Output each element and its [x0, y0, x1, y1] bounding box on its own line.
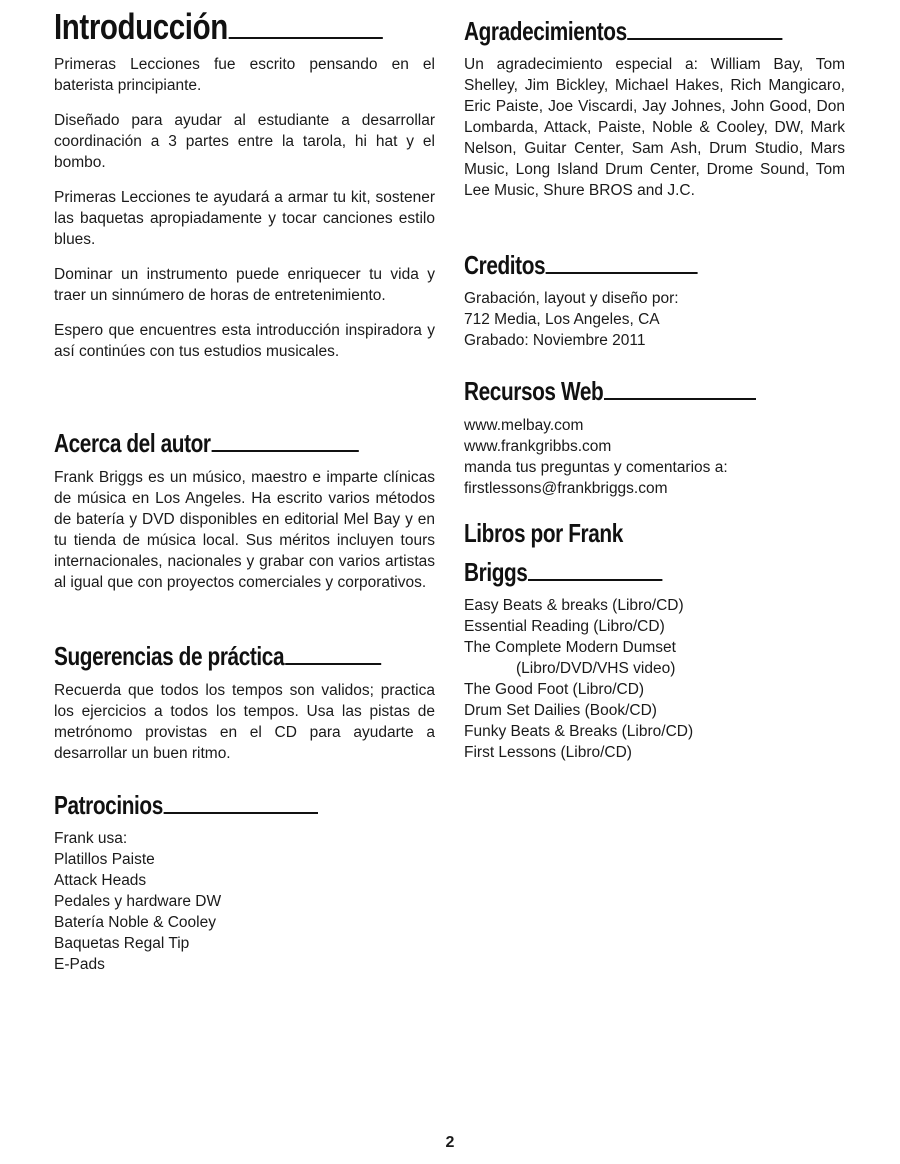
thanks-text: Un agradecimiento especial a: William Bay, Tom Shelley, Jim Bickley, Michael Hakes, Rich Mangicaro, Eric Paiste, Joe Viscardi, Jay Johnes, John Good, Don Lombarda, Attack, Paiste, Noble & Cooley, DW, Mark Nelson, Guitar Center, Sam Ash, Drum Studio, Mars Music, Long Island Drum Center, Drome Sound, Tom Lee Music, Shure BROS and J.C. — [464, 56, 845, 199]
sponsor-line: Baquetas Regal Tip — [54, 935, 190, 952]
intro-paragraph: Diseñado para ayudar al estudiante a desarrollar coordinación a 3 partes entre la tarola, hi hat y el bombo. — [54, 112, 435, 171]
book-item: The Complete Modern Dumset — [464, 639, 676, 656]
intro-paragraph: Espero que encuentres esta introducción inspiradora y así continúes con tus estudios musicales. — [54, 322, 435, 360]
books-heading-text: Briggs — [464, 557, 528, 587]
sponsors-list — [54, 828, 221, 975]
sponsors-heading-text: Patrocinios — [54, 790, 163, 820]
credits-line: Grabado: Noviembre 2011 — [464, 332, 646, 349]
book-item: Funky Beats & Breaks (Libro/CD) — [464, 723, 694, 740]
credits-list — [464, 288, 679, 351]
email-link[interactable]: firstlessons@frankbriggs.com — [464, 480, 668, 497]
sponsor-line: Platillos Paiste — [54, 851, 155, 868]
sponsors-heading — [54, 790, 430, 821]
thanks-heading — [464, 16, 808, 47]
sponsor-line: Batería Noble & Cooley — [54, 914, 216, 931]
sponsor-line: E-Pads — [54, 956, 105, 973]
web-line: manda tus preguntas y comentarios a: — [464, 459, 728, 476]
credits-line: Grabación, layout y diseño por: — [464, 290, 679, 307]
web-heading — [464, 376, 808, 407]
books-heading-line1 — [464, 518, 808, 549]
books-list — [464, 595, 693, 763]
practice-text: Recuerda que todos los tempos son validos; practica los ejercicios a todos los tempos. Usa las pistas de metrónomo provistas en el CD para ayudarte a desarrollar un buen ritmo. — [54, 682, 435, 762]
page-number: 2 — [445, 1134, 455, 1151]
intro-section — [54, 54, 435, 362]
books-heading-line2 — [464, 557, 808, 588]
credits-heading-text: Creditos — [464, 250, 546, 280]
book-item: (Libro/DVD/VHS video) — [516, 660, 676, 677]
credits-heading — [464, 250, 808, 281]
credits-line: 712 Media, Los Angeles, CA — [464, 311, 660, 328]
intro-heading — [54, 6, 431, 48]
book-item: Drum Set Dailies (Book/CD) — [464, 702, 657, 719]
author-text: Frank Briggs es un músico, maestro e imparte clínicas de música en Los Angeles. Ha escrito varios métodos de batería y DVD disponibles en editorial Mel Bay y en tu tienda de música local. Sus méritos incluyen tours internacionales, nacionales y grabar con varios artistas al igual que con proyectos comerciales y corporativos. — [54, 469, 435, 591]
book-item: Easy Beats & breaks (Libro/CD) — [464, 597, 684, 614]
practice-heading — [54, 641, 430, 672]
author-heading-text: Acerca del autor — [54, 428, 211, 458]
books-heading-text: Libros por Frank — [464, 518, 623, 548]
thanks-heading-text: Agradecimientos — [464, 16, 627, 46]
intro-paragraph: Dominar un instrumento puede enriquecer tu vida y traer un sinnúmero de horas de entretenimiento. — [54, 266, 435, 304]
book-item: Essential Reading (Libro/CD) — [464, 618, 665, 635]
web-link[interactable]: www.frankgribbs.com — [464, 438, 612, 455]
sponsor-line: Pedales y hardware DW — [54, 893, 222, 910]
book-item: First Lessons (Libro/CD) — [464, 744, 632, 761]
web-list — [464, 415, 728, 499]
book-item: The Good Foot (Libro/CD) — [464, 681, 645, 698]
sponsor-line: Attack Heads — [54, 872, 147, 889]
intro-paragraph: Primeras Lecciones te ayudará a armar tu kit, sostener las baquetas apropiadamente y tocar canciones estilo blues. — [54, 189, 435, 248]
web-heading-text: Recursos Web — [464, 376, 604, 406]
intro-heading-text: Introducción — [54, 6, 228, 47]
author-heading — [54, 428, 430, 459]
web-link[interactable]: www.melbay.com — [464, 417, 584, 434]
sponsor-line: Frank usa: — [54, 830, 128, 847]
intro-paragraph: Primeras Lecciones fue escrito pensando en el baterista principiante. — [54, 56, 435, 94]
practice-heading-text: Sugerencias de práctica — [54, 641, 285, 671]
